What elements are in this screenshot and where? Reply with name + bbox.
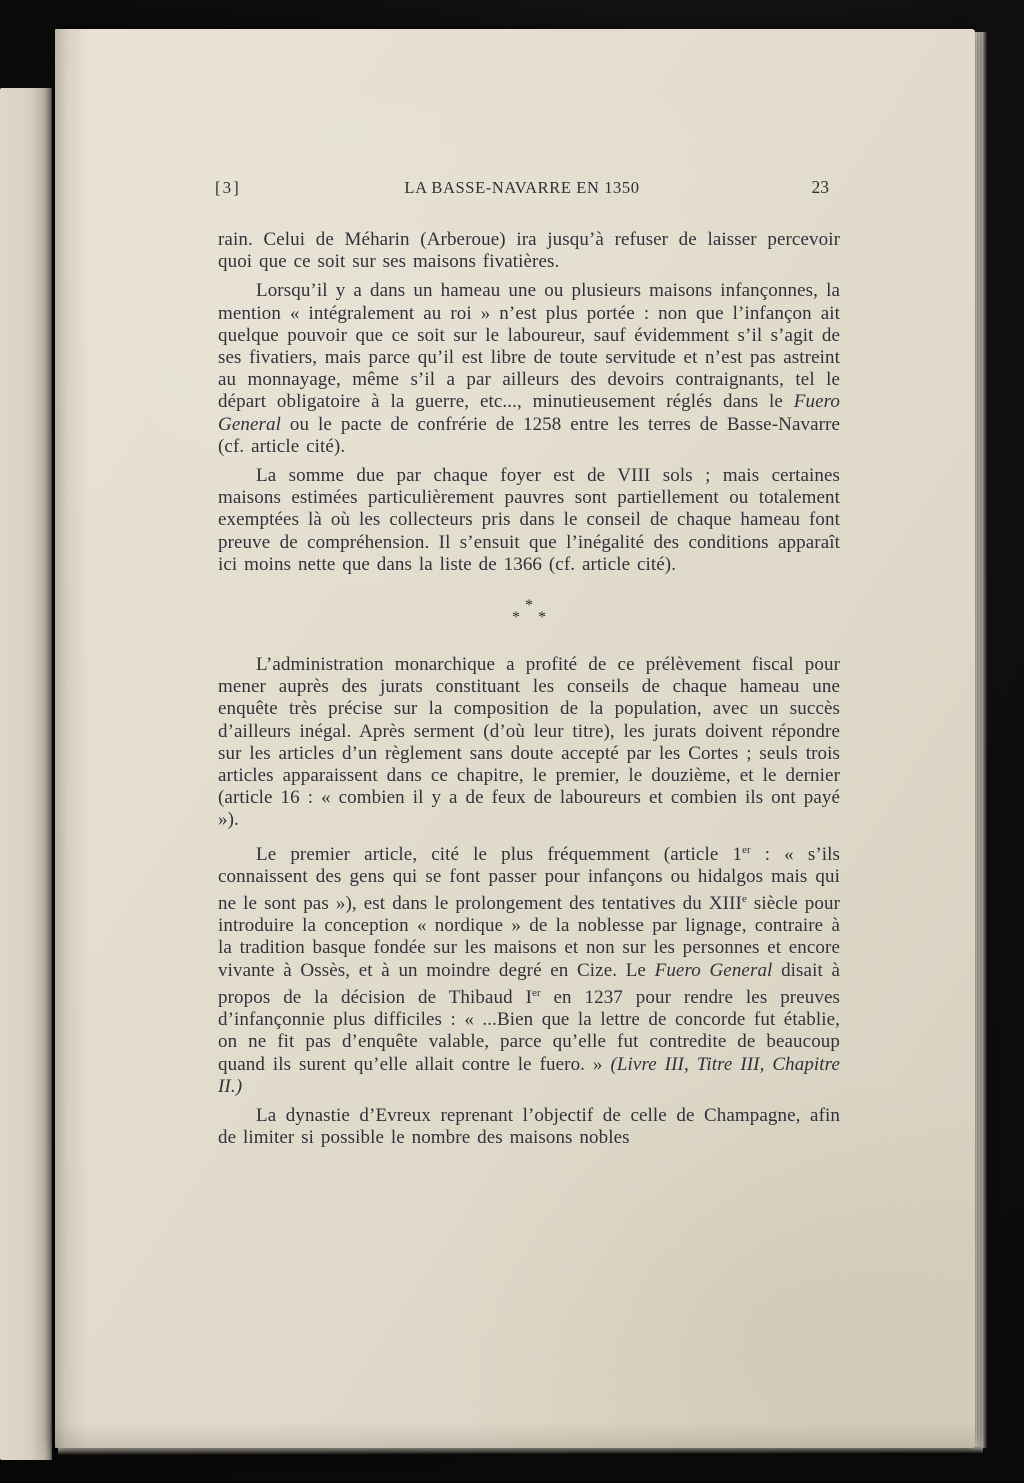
text-segment: L’administration monarchique a profité de ce prélèvement fiscal pour mener auprès des jurats constituant les conseils de chaque hameau une enquête très précise sur la composition de la population, avec un succès d’ailleurs inégal. Après serment (d’où leur titre), les jurats doivent répondre sur les articles d’un règlement sans doute accepté par les Cortes ; seuls trois articles apparaissent dans ce chapitre, le premier, le douzième, et le dernier (article 16 : « combien il y a de feux de laboureurs et combien ils ont payé »). <box>218 654 840 831</box>
text-segment: La dynastie d’Evreux reprenant l’objectif de celle de Champagne, afin de limiter si possible le nombre des maisons nobles <box>218 1104 840 1149</box>
text-segment: ou le pacte de confrérie de 1258 entre les terres de Basse-Navarre (cf. article cité). <box>218 413 840 457</box>
book-page <box>55 29 975 1448</box>
text-segment: en 1237 pour rendre les preuves d’infançonnie plus difficiles : « ...Bien que la lettre de concorde fut établie, on ne fit pas d’enquête valable, parce qu’elle fut contredite de beaucoup quand ils surent qu’elle allait contre le fuero. » <box>218 986 840 1075</box>
asterism-bottom: * * <box>512 609 552 627</box>
facing-page-edge <box>0 88 52 1460</box>
running-head <box>215 177 841 198</box>
paragraph-6 <box>218 1105 840 1149</box>
text-segment: : « s’ils connaissent des gens qui se font passer pour infançons ou hidalgos mais qui ne le sont pas »), est dans le prolongement des tentatives du XIII <box>218 843 841 915</box>
text-segment: rain. Celui de Méharin (Arberoue) ira jusqu’à refuser de laisser percevoir quoi que ce soit sur ses maisons fivatières. <box>218 229 840 273</box>
text-segment: Lorsqu’il y a dans un hameau une ou plusieurs maisons infançonnes, la mention « intégralement au roi » n’est plus portée : non que l’infançon ait quelque pouvoir que ce soit sur le laboureur, sauf évidemment s’il s’agit de ses fivatiers, mais parce qu’il est libre de toute servitude et n’est pas astreint au monnayage, même s’il a par ailleurs des devoirs contraignants, tel le départ obligatoire à la guerre, etc..., minutieusement réglés dans le <box>218 280 840 413</box>
chapter-title: LA BASSE-NAVARRE EN 1350 <box>404 178 640 197</box>
asterism-top: * <box>524 597 534 615</box>
page-number: 23 <box>811 177 829 197</box>
text-segment: La somme due par chaque foyer est de VIII sols ; mais certaines maisons estimées particulièrement pauvres sont partiellement ou totalement exemptées là où les collecteurs pris dans le conseil de chaque hameau font preuve de compréhension. Il s’ensuit que l’inégalité des conditions apparaît ici moins nette que dans la liste de 1366 (cf. article cité). <box>218 465 840 575</box>
paragraph-2 <box>218 280 840 458</box>
body-text <box>218 229 840 1156</box>
text-segment: (Livre III, Titre III, Chapitre II.) <box>218 1053 841 1097</box>
text-segment: disait à propos de la décision de Thibaud I <box>218 959 840 1008</box>
paragraph-3 <box>218 465 840 576</box>
paragraph-1 <box>218 229 840 273</box>
text-segment: e <box>741 893 747 906</box>
text-segment: Le premier article, cité le plus fréquemment (article 1 <box>256 843 743 865</box>
paragraph-4 <box>218 654 840 832</box>
text-segment: siècle pour introduire la conception « nordique » de la noblesse par lignage, contraire à la tradition basque fondée sur les maisons et non sur les personnes et encore vivante à Ossès, et à un moindre degré en Cize. Le <box>218 893 840 981</box>
text-segment: er <box>532 986 541 999</box>
text-segment: Fuero General <box>654 959 773 981</box>
asterism-divider <box>218 597 840 627</box>
text-segment: er <box>742 843 751 856</box>
section-reference: [3] <box>215 178 241 197</box>
page-stack-edge-right <box>975 32 987 1448</box>
paragraph-5 <box>218 839 840 1098</box>
text-segment: Fuero General <box>218 391 840 435</box>
